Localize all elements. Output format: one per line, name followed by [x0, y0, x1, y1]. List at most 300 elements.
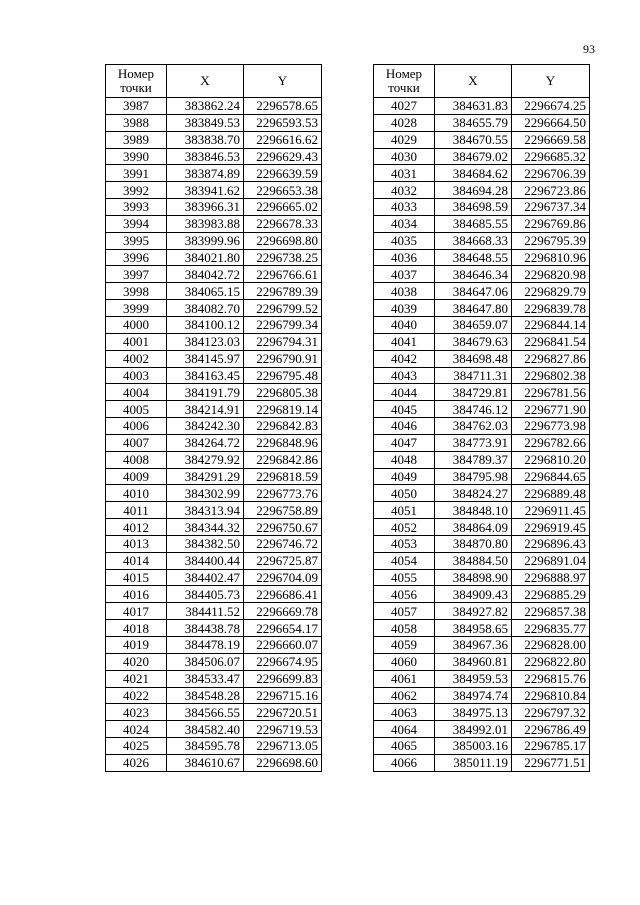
point-number-cell: 4022	[106, 687, 167, 704]
table-row	[374, 418, 590, 435]
table-row	[106, 350, 322, 367]
y-coordinate-cell: 2296738.25	[244, 249, 322, 266]
y-coordinate-cell: 2296678.33	[244, 215, 322, 232]
point-number-cell: 3996	[106, 249, 167, 266]
y-coordinate-cell: 2296820.98	[512, 266, 590, 283]
table-row	[374, 182, 590, 199]
table-row	[106, 114, 322, 131]
x-coordinate-cell: 384864.09	[435, 519, 512, 536]
table-row	[374, 704, 590, 721]
point-number-cell: 4010	[106, 485, 167, 502]
y-coordinate-cell: 2296674.25	[512, 98, 590, 115]
point-number-cell: 4024	[106, 721, 167, 738]
table-row	[374, 165, 590, 182]
x-coordinate-cell: 384958.65	[435, 620, 512, 637]
point-number-cell: 4053	[374, 535, 435, 552]
x-coordinate-cell: 384762.03	[435, 418, 512, 435]
point-number-cell: 4029	[374, 131, 435, 148]
y-coordinate-cell: 2296802.38	[512, 367, 590, 384]
x-coordinate-cell: 384698.48	[435, 350, 512, 367]
table-row	[374, 300, 590, 317]
x-coordinate-cell: 385003.16	[435, 738, 512, 755]
point-number-cell: 4044	[374, 384, 435, 401]
point-number-cell: 4050	[374, 485, 435, 502]
point-number-cell: 3987	[106, 98, 167, 115]
point-number-cell: 4020	[106, 653, 167, 670]
table-row	[374, 384, 590, 401]
point-number-cell: 4057	[374, 603, 435, 620]
x-coordinate-cell: 384548.28	[167, 687, 244, 704]
x-coordinate-cell: 384506.07	[167, 653, 244, 670]
point-number-cell: 4049	[374, 468, 435, 485]
x-coordinate-cell: 384123.03	[167, 333, 244, 350]
y-coordinate-cell: 2296810.84	[512, 687, 590, 704]
x-coordinate-cell: 384668.33	[435, 232, 512, 249]
coordinates-table-left	[105, 64, 322, 772]
table-row	[106, 519, 322, 536]
y-coordinate-cell: 2296660.07	[244, 637, 322, 654]
point-number-cell: 4062	[374, 687, 435, 704]
table-row	[106, 603, 322, 620]
x-coordinate-cell: 384405.73	[167, 586, 244, 603]
table-row	[374, 502, 590, 519]
y-coordinate-cell: 2296797.32	[512, 704, 590, 721]
y-coordinate-cell: 2296698.60	[244, 754, 322, 771]
point-number-cell: 4045	[374, 401, 435, 418]
y-coordinate-cell: 2296819.14	[244, 401, 322, 418]
x-coordinate-cell: 384975.13	[435, 704, 512, 721]
point-number-cell: 4000	[106, 316, 167, 333]
point-number-cell: 4018	[106, 620, 167, 637]
x-coordinate-cell: 384145.97	[167, 350, 244, 367]
y-coordinate-cell: 2296704.09	[244, 569, 322, 586]
table-row	[374, 333, 590, 350]
point-number-cell: 4008	[106, 451, 167, 468]
x-coordinate-cell: 384648.55	[435, 249, 512, 266]
point-number-cell: 4026	[106, 754, 167, 771]
point-number-cell: 4028	[374, 114, 435, 131]
point-number-cell: 4043	[374, 367, 435, 384]
table-row	[374, 266, 590, 283]
point-number-cell: 4036	[374, 249, 435, 266]
table-row	[374, 519, 590, 536]
point-number-cell: 4060	[374, 653, 435, 670]
y-coordinate-cell: 2296665.02	[244, 199, 322, 216]
x-coordinate-cell: 384313.94	[167, 502, 244, 519]
point-number-cell: 4032	[374, 182, 435, 199]
point-number-cell: 4051	[374, 502, 435, 519]
point-number-cell: 4030	[374, 148, 435, 165]
table-row	[374, 401, 590, 418]
y-coordinate-cell: 2296781.56	[512, 384, 590, 401]
y-coordinate-cell: 2296818.59	[244, 468, 322, 485]
y-coordinate-cell: 2296686.41	[244, 586, 322, 603]
x-coordinate-cell: 383862.24	[167, 98, 244, 115]
table-row	[106, 552, 322, 569]
coordinates-table-right	[373, 64, 590, 772]
y-coordinate-cell: 2296889.48	[512, 485, 590, 502]
table-row	[374, 754, 590, 771]
table-row	[106, 148, 322, 165]
x-coordinate-cell: 383941.62	[167, 182, 244, 199]
header-y: Y	[244, 65, 322, 98]
x-coordinate-cell: 384163.45	[167, 367, 244, 384]
point-number-cell: 4058	[374, 620, 435, 637]
table-row	[106, 754, 322, 771]
x-coordinate-cell: 384279.92	[167, 451, 244, 468]
table-row	[106, 249, 322, 266]
x-coordinate-cell: 384214.91	[167, 401, 244, 418]
table-row	[106, 367, 322, 384]
y-coordinate-cell: 2296841.54	[512, 333, 590, 350]
table-row	[106, 165, 322, 182]
x-coordinate-cell: 384679.02	[435, 148, 512, 165]
y-coordinate-cell: 2296669.58	[512, 131, 590, 148]
x-coordinate-cell: 384684.62	[435, 165, 512, 182]
x-coordinate-cell: 384898.90	[435, 569, 512, 586]
point-number-cell: 3995	[106, 232, 167, 249]
table-row	[374, 215, 590, 232]
x-coordinate-cell: 383983.88	[167, 215, 244, 232]
x-coordinate-cell: 384992.01	[435, 721, 512, 738]
point-number-cell: 4005	[106, 401, 167, 418]
table-row	[106, 199, 322, 216]
table-row	[106, 283, 322, 300]
x-coordinate-cell: 384631.83	[435, 98, 512, 115]
x-coordinate-cell: 384927.82	[435, 603, 512, 620]
y-coordinate-cell: 2296844.14	[512, 316, 590, 333]
x-coordinate-cell: 383838.70	[167, 131, 244, 148]
point-number-cell: 4009	[106, 468, 167, 485]
x-coordinate-cell: 384789.37	[435, 451, 512, 468]
y-coordinate-cell: 2296839.78	[512, 300, 590, 317]
y-coordinate-cell: 2296766.61	[244, 266, 322, 283]
point-number-cell: 4019	[106, 637, 167, 654]
point-number-cell: 4063	[374, 704, 435, 721]
point-number-cell: 3998	[106, 283, 167, 300]
table-row	[374, 367, 590, 384]
point-number-cell: 4011	[106, 502, 167, 519]
point-number-cell: 4037	[374, 266, 435, 283]
point-number-cell: 3991	[106, 165, 167, 182]
y-coordinate-cell: 2296795.39	[512, 232, 590, 249]
table-row	[106, 485, 322, 502]
y-coordinate-cell: 2296919.45	[512, 519, 590, 536]
table-row	[106, 98, 322, 115]
point-number-cell: 4001	[106, 333, 167, 350]
table-row	[106, 401, 322, 418]
x-coordinate-cell: 384685.55	[435, 215, 512, 232]
y-coordinate-cell: 2296790.91	[244, 350, 322, 367]
x-coordinate-cell: 385011.19	[435, 754, 512, 771]
x-coordinate-cell: 384694.28	[435, 182, 512, 199]
point-number-cell: 4027	[374, 98, 435, 115]
x-coordinate-cell: 384610.67	[167, 754, 244, 771]
x-coordinate-cell: 384959.53	[435, 670, 512, 687]
table-row	[374, 114, 590, 131]
y-coordinate-cell: 2296795.48	[244, 367, 322, 384]
point-number-cell: 4065	[374, 738, 435, 755]
header-point	[106, 65, 167, 98]
point-number-cell: 4002	[106, 350, 167, 367]
header-point	[374, 65, 435, 98]
y-coordinate-cell: 2296842.83	[244, 418, 322, 435]
point-number-cell: 3989	[106, 131, 167, 148]
table-row	[374, 552, 590, 569]
y-coordinate-cell: 2296639.59	[244, 165, 322, 182]
point-number-cell: 4007	[106, 434, 167, 451]
y-coordinate-cell: 2296799.52	[244, 300, 322, 317]
x-coordinate-cell: 384400.44	[167, 552, 244, 569]
y-coordinate-cell: 2296737.34	[512, 199, 590, 216]
y-coordinate-cell: 2296685.32	[512, 148, 590, 165]
point-number-cell: 4017	[106, 603, 167, 620]
table-row	[106, 721, 322, 738]
table-row	[374, 637, 590, 654]
point-number-cell: 4055	[374, 569, 435, 586]
point-number-cell: 4033	[374, 199, 435, 216]
y-coordinate-cell: 2296715.16	[244, 687, 322, 704]
table-row	[106, 434, 322, 451]
x-coordinate-cell: 384100.12	[167, 316, 244, 333]
point-number-cell: 4016	[106, 586, 167, 603]
table-row	[374, 199, 590, 216]
y-coordinate-cell: 2296891.04	[512, 552, 590, 569]
x-coordinate-cell: 384773.91	[435, 434, 512, 451]
x-coordinate-cell: 384402.47	[167, 569, 244, 586]
point-number-cell: 4035	[374, 232, 435, 249]
x-coordinate-cell: 384533.47	[167, 670, 244, 687]
y-coordinate-cell: 2296771.51	[512, 754, 590, 771]
y-coordinate-cell: 2296810.20	[512, 451, 590, 468]
point-number-cell: 3992	[106, 182, 167, 199]
x-coordinate-cell: 384411.52	[167, 603, 244, 620]
table-row	[106, 704, 322, 721]
point-number-cell: 4066	[374, 754, 435, 771]
point-number-cell: 4015	[106, 569, 167, 586]
y-coordinate-cell: 2296822.80	[512, 653, 590, 670]
y-coordinate-cell: 2296698.80	[244, 232, 322, 249]
y-coordinate-cell: 2296669.78	[244, 603, 322, 620]
x-coordinate-cell: 384646.34	[435, 266, 512, 283]
page-number: 93	[583, 42, 595, 56]
point-number-cell: 4048	[374, 451, 435, 468]
table-row	[106, 451, 322, 468]
x-coordinate-cell: 384967.36	[435, 637, 512, 654]
table-row	[106, 670, 322, 687]
point-number-cell: 4054	[374, 552, 435, 569]
table-header-row	[106, 65, 322, 98]
x-coordinate-cell: 383999.96	[167, 232, 244, 249]
y-coordinate-cell: 2296746.72	[244, 535, 322, 552]
table-row	[106, 738, 322, 755]
table-row	[106, 620, 322, 637]
table-row	[374, 283, 590, 300]
point-number-cell: 4039	[374, 300, 435, 317]
y-coordinate-cell: 2296706.39	[512, 165, 590, 182]
point-number-cell: 4046	[374, 418, 435, 435]
table-row	[106, 569, 322, 586]
y-coordinate-cell: 2296769.86	[512, 215, 590, 232]
x-coordinate-cell: 384302.99	[167, 485, 244, 502]
y-coordinate-cell: 2296810.96	[512, 249, 590, 266]
table-row	[374, 535, 590, 552]
y-coordinate-cell: 2296578.65	[244, 98, 322, 115]
table-row	[106, 418, 322, 435]
point-number-cell: 4006	[106, 418, 167, 435]
x-coordinate-cell: 384679.63	[435, 333, 512, 350]
point-number-cell: 4059	[374, 637, 435, 654]
header-x: X	[167, 65, 244, 98]
x-coordinate-cell: 384659.07	[435, 316, 512, 333]
y-coordinate-cell: 2296896.43	[512, 535, 590, 552]
x-coordinate-cell: 384824.27	[435, 485, 512, 502]
point-number-cell: 4013	[106, 535, 167, 552]
x-coordinate-cell: 384670.55	[435, 131, 512, 148]
table-row	[374, 569, 590, 586]
x-coordinate-cell: 384647.06	[435, 283, 512, 300]
y-coordinate-cell: 2296789.39	[244, 283, 322, 300]
table-row	[374, 434, 590, 451]
x-coordinate-cell: 384698.59	[435, 199, 512, 216]
table-row	[374, 468, 590, 485]
x-coordinate-cell: 384795.98	[435, 468, 512, 485]
table-row	[374, 485, 590, 502]
x-coordinate-cell: 384960.81	[435, 653, 512, 670]
point-number-cell: 4038	[374, 283, 435, 300]
y-coordinate-cell: 2296842.86	[244, 451, 322, 468]
x-coordinate-cell: 384082.70	[167, 300, 244, 317]
point-number-cell: 3997	[106, 266, 167, 283]
y-coordinate-cell: 2296786.49	[512, 721, 590, 738]
y-coordinate-cell: 2296829.79	[512, 283, 590, 300]
x-coordinate-cell: 384884.50	[435, 552, 512, 569]
x-coordinate-cell: 384242.30	[167, 418, 244, 435]
x-coordinate-cell: 384582.40	[167, 721, 244, 738]
point-number-cell: 4031	[374, 165, 435, 182]
table-row	[374, 131, 590, 148]
table-row	[374, 316, 590, 333]
y-coordinate-cell: 2296723.86	[512, 182, 590, 199]
x-coordinate-cell: 383874.89	[167, 165, 244, 182]
x-coordinate-cell: 383846.53	[167, 148, 244, 165]
header-point-label: Номер точки	[117, 66, 155, 95]
y-coordinate-cell: 2296815.76	[512, 670, 590, 687]
x-coordinate-cell: 384566.55	[167, 704, 244, 721]
y-coordinate-cell: 2296719.53	[244, 721, 322, 738]
table-row	[106, 300, 322, 317]
table-row	[374, 98, 590, 115]
table-row	[374, 586, 590, 603]
y-coordinate-cell: 2296720.51	[244, 704, 322, 721]
y-coordinate-cell: 2296674.95	[244, 653, 322, 670]
x-coordinate-cell: 384478.19	[167, 637, 244, 654]
point-number-cell: 4064	[374, 721, 435, 738]
point-number-cell: 4004	[106, 384, 167, 401]
y-coordinate-cell: 2296848.96	[244, 434, 322, 451]
y-coordinate-cell: 2296629.43	[244, 148, 322, 165]
table-row	[374, 653, 590, 670]
y-coordinate-cell: 2296758.89	[244, 502, 322, 519]
y-coordinate-cell: 2296593.53	[244, 114, 322, 131]
table-row	[374, 603, 590, 620]
x-coordinate-cell: 384746.12	[435, 401, 512, 418]
point-number-cell: 4012	[106, 519, 167, 536]
y-coordinate-cell: 2296888.97	[512, 569, 590, 586]
y-coordinate-cell: 2296773.76	[244, 485, 322, 502]
y-coordinate-cell: 2296794.31	[244, 333, 322, 350]
y-coordinate-cell: 2296785.17	[512, 738, 590, 755]
y-coordinate-cell: 2296773.98	[512, 418, 590, 435]
table-row	[106, 384, 322, 401]
y-coordinate-cell: 2296844.65	[512, 468, 590, 485]
table-row	[106, 586, 322, 603]
point-number-cell: 4025	[106, 738, 167, 755]
y-coordinate-cell: 2296699.83	[244, 670, 322, 687]
table-row	[106, 266, 322, 283]
table-row	[374, 721, 590, 738]
header-point-label: Номер точки	[385, 66, 423, 95]
y-coordinate-cell: 2296654.17	[244, 620, 322, 637]
point-number-cell: 3988	[106, 114, 167, 131]
point-number-cell: 4023	[106, 704, 167, 721]
x-coordinate-cell: 384870.80	[435, 535, 512, 552]
table-row	[106, 637, 322, 654]
header-y: Y	[512, 65, 590, 98]
point-number-cell: 4052	[374, 519, 435, 536]
header-x: X	[435, 65, 512, 98]
point-number-cell: 4003	[106, 367, 167, 384]
x-coordinate-cell: 384264.72	[167, 434, 244, 451]
table-row	[374, 350, 590, 367]
x-coordinate-cell: 384021.80	[167, 249, 244, 266]
table-row	[106, 182, 322, 199]
table-row	[374, 232, 590, 249]
table-row	[374, 249, 590, 266]
y-coordinate-cell: 2296713.05	[244, 738, 322, 755]
table-row	[106, 535, 322, 552]
table-header-row	[374, 65, 590, 98]
table-row	[374, 451, 590, 468]
table-row	[106, 468, 322, 485]
y-coordinate-cell: 2296885.29	[512, 586, 590, 603]
y-coordinate-cell: 2296827.86	[512, 350, 590, 367]
y-coordinate-cell: 2296911.45	[512, 502, 590, 519]
point-number-cell: 4041	[374, 333, 435, 350]
y-coordinate-cell: 2296799.34	[244, 316, 322, 333]
point-number-cell: 4061	[374, 670, 435, 687]
x-coordinate-cell: 384191.79	[167, 384, 244, 401]
y-coordinate-cell: 2296828.00	[512, 637, 590, 654]
y-coordinate-cell: 2296664.50	[512, 114, 590, 131]
y-coordinate-cell: 2296771.90	[512, 401, 590, 418]
x-coordinate-cell: 384382.50	[167, 535, 244, 552]
x-coordinate-cell: 384711.31	[435, 367, 512, 384]
point-number-cell: 3993	[106, 199, 167, 216]
point-number-cell: 4014	[106, 552, 167, 569]
x-coordinate-cell: 384438.78	[167, 620, 244, 637]
table-row	[106, 333, 322, 350]
point-number-cell: 4047	[374, 434, 435, 451]
x-coordinate-cell: 384065.15	[167, 283, 244, 300]
y-coordinate-cell: 2296616.62	[244, 131, 322, 148]
x-coordinate-cell: 384042.72	[167, 266, 244, 283]
table-row	[106, 131, 322, 148]
x-coordinate-cell: 384974.74	[435, 687, 512, 704]
x-coordinate-cell: 383966.31	[167, 199, 244, 216]
table-row	[374, 148, 590, 165]
y-coordinate-cell: 2296835.77	[512, 620, 590, 637]
